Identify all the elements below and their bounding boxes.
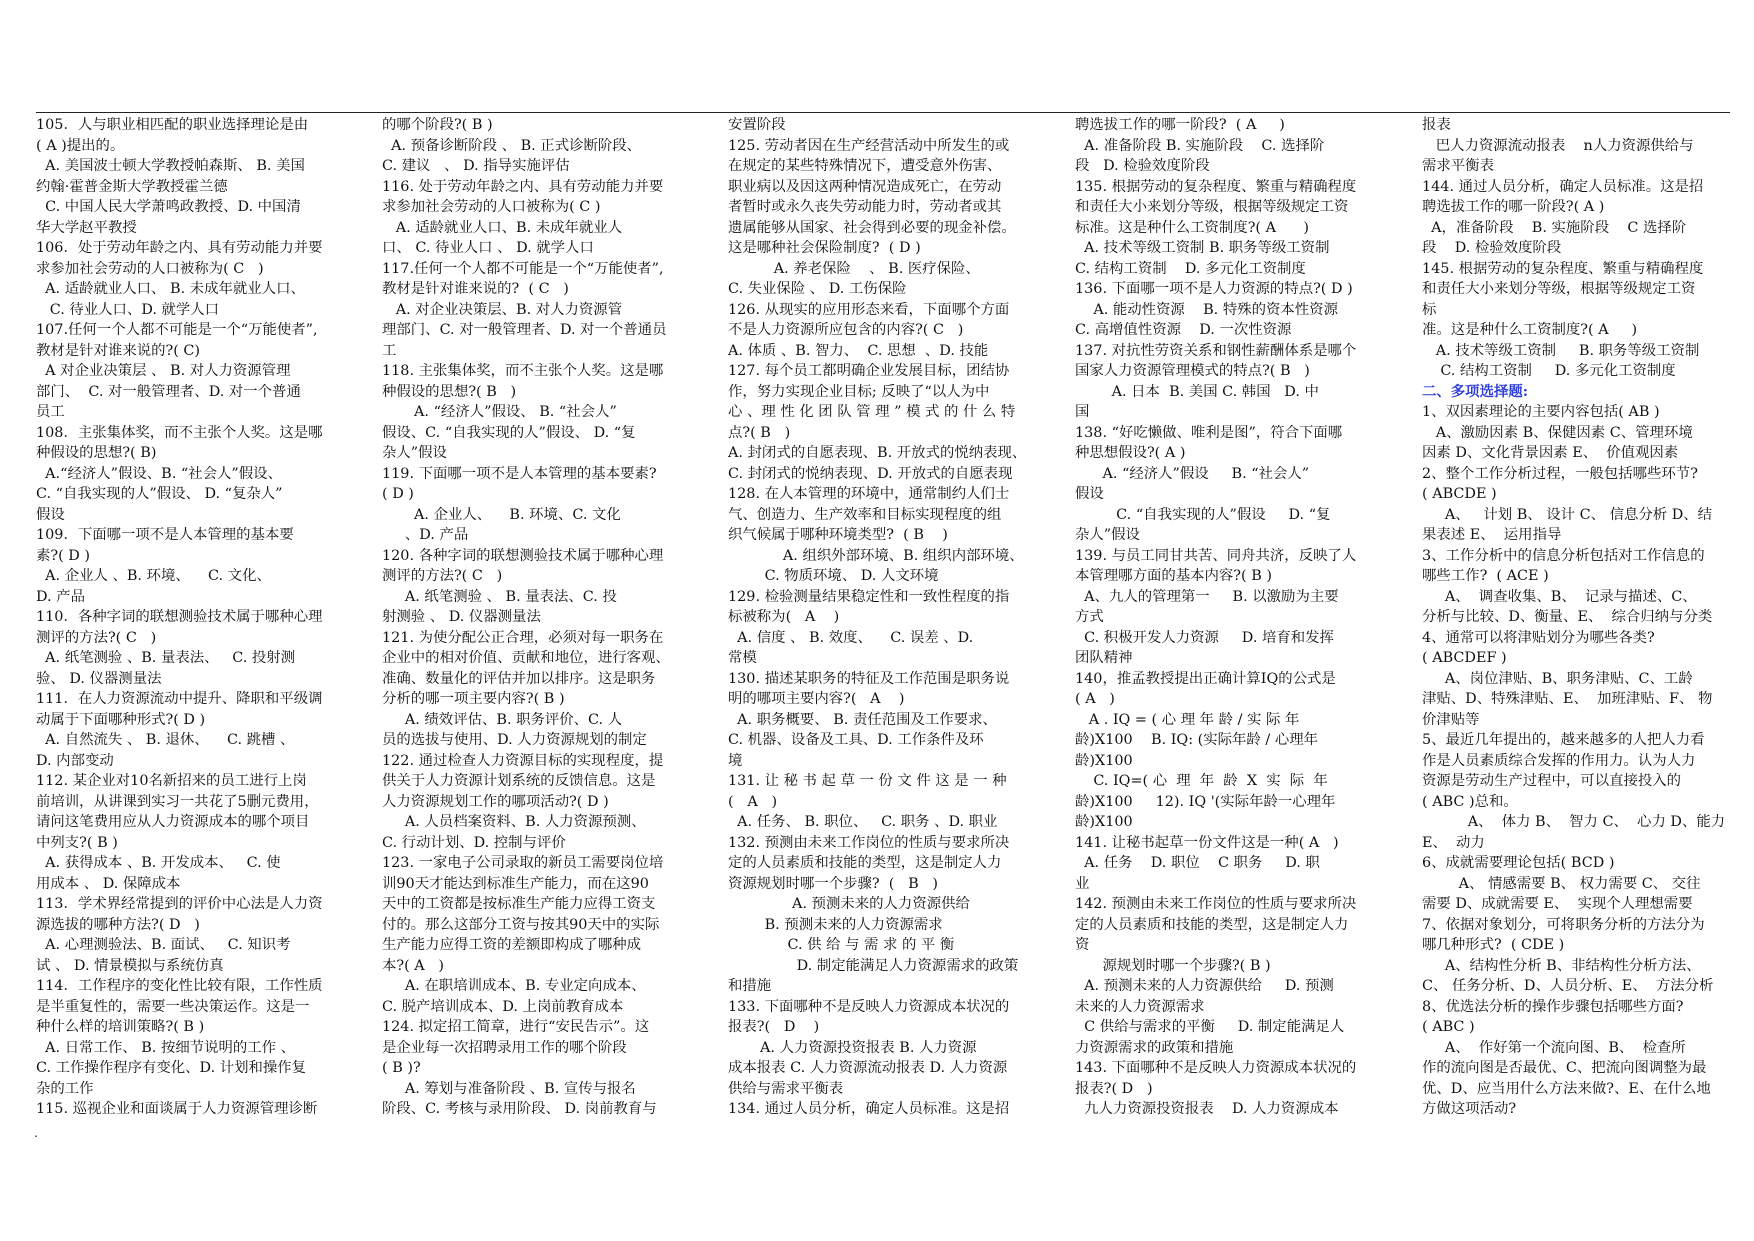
text-line: D. 产品 <box>36 588 85 605</box>
text-line: 116. 处于劳动年龄之内、具有劳动能力并要 <box>382 178 664 195</box>
text-line: 供关于人力资源计划系统的反馈信息。这是 <box>382 773 656 789</box>
text-line: 128. 在人本管理的环境中，通常制约人们士 <box>728 486 1010 502</box>
text-line: 127. 每个员工都明确企业发展目标，团结协 <box>728 363 1010 379</box>
text-line: 明的哪项主要内容?( A ) <box>728 691 905 707</box>
text-line: A、岗位津贴、B、职务津贴、C、工龄 <box>1422 670 1693 687</box>
text-line: 136. 下面哪一项不是人力资源的特点?( D ) <box>1075 281 1353 297</box>
text-line: C、 任务分析、D、人员分析、E、 方法分析 <box>1422 978 1714 994</box>
text-line: 测评的方法?( C ) <box>382 568 503 584</box>
text-line: C 供给与需求的平衡 D. 制定能满足人 <box>1075 1019 1345 1035</box>
text-line: 标被称为( A ) <box>728 609 840 625</box>
text-line: 哪些工作? ( ACE ) <box>1422 568 1549 584</box>
text-line: A. 预测未来的人力资源供给 <box>728 896 970 912</box>
text-line: A. 体质 、B. 智力、 C. 思想 、D. 技能 <box>728 342 989 359</box>
text-line: 132. 预测由未来工作岗位的性质与要求所决 <box>728 834 1010 851</box>
text-line: D. 内部变动 <box>36 752 114 769</box>
text-line: 理部门、C. 对一般管理者、D. 对一个普通员 <box>382 322 667 338</box>
text-line: A. 能动性资源 B. 特殊的资本性资源 <box>1075 301 1338 318</box>
text-line: ( ABCDE ) <box>1422 486 1497 502</box>
text-line: 133. 下面哪种不是反映人力资源成本状况的 <box>728 998 1010 1015</box>
text-line: 源规划时哪一个步骤?( B ) <box>1075 957 1271 974</box>
text-column-5 <box>1422 115 1730 1120</box>
text-column-1 <box>36 115 338 1120</box>
text-line: 华大学赵平教授 <box>36 219 137 236</box>
text-line: 九人力资源投资报表 D. 人力资源成本 <box>1075 1101 1339 1117</box>
text-line: C. IQ=( 心 理 年 龄 X 实 际 年 <box>1075 773 1328 789</box>
text-line: C. 封闭式的悦纳表现、D. 开放式的自愿表现 <box>728 465 1013 482</box>
text-line: 验、 D. 仪器测量法 <box>36 670 162 687</box>
text-line: 118. 主张集体奖，而不主张个人奖。这是哪 <box>382 363 664 379</box>
text-line: 哪几种形式? ( CDE ) <box>1422 937 1565 953</box>
text-line: 龄)X100 <box>1075 752 1133 769</box>
text-line: 在规定的某些特殊情况下，遭受意外伤害、 <box>728 158 1002 174</box>
text-line: A. 准备阶段 B. 实施阶段 C. 选择阶 <box>1075 137 1325 154</box>
text-line: 未来的人力资源需求 <box>1075 998 1205 1015</box>
text-line: 120. 各种字词的联想测验技术属于哪种心理 <box>382 547 664 564</box>
text-line: 因素 D、文化背景因素 E、 价值观因素 <box>1422 445 1679 461</box>
text-line: 方做这项活动? <box>1422 1101 1517 1117</box>
text-line: A. 适龄就业人口、 B. 未成年就业人口、 <box>36 281 305 297</box>
text-line: 140，推孟教授提出正确计算IQ的公式是 <box>1075 670 1336 687</box>
text-line: A. 任务 D. 职位 C 职务 D. 职 <box>1075 855 1320 871</box>
text-line: 3、工作分析中的信息分析包括对工作信息的 <box>1422 547 1705 564</box>
text-line: A. 人员档案资料、B. 人力资源预测、 <box>382 814 646 830</box>
text-line: 果表述 E、 运用指导 <box>1422 527 1562 543</box>
text-line: C. 结构工资制 D. 多元化工资制度 <box>1422 363 1676 379</box>
text-line: A. 技术等级工资制 B. 职务等级工资制 <box>1422 342 1700 359</box>
text-line: 是半重复性的，需要一些决策运作。这是一 <box>36 998 310 1015</box>
text-line: 138. “好吃懒做、唯利是图”，符合下面哪 <box>1075 424 1343 441</box>
text-line: 本?( A ) <box>382 957 445 974</box>
text-column-3 <box>728 115 1034 1120</box>
text-line: C. 失业保险 、 D. 工伤保险 <box>728 281 907 297</box>
text-line: 准。这是种什么工资制度?( A ) <box>1422 322 1638 338</box>
text-line: 口、 C. 待业人口 、 D. 就学人口 <box>382 240 594 256</box>
text-line: 作是人员素质综合发挥的作用力。认为人力 <box>1422 752 1696 769</box>
text-line: A. 任务、 B. 职位、 C. 职务 、D. 职业 <box>728 814 998 830</box>
text-line: 杂人”假设 <box>1075 527 1140 543</box>
text-line: 和责任大小来划分等级，根据等级规定工资 <box>1075 199 1349 215</box>
text-line: 137. 对抗性劳资关系和钢性薪酬体系是哪个 <box>1075 342 1357 359</box>
text-line: 优、D、应当用什么方法来做?、E、在什么地 <box>1422 1080 1711 1097</box>
text-line: A.“经济人”假设、B. “社会人”假设、 <box>36 465 282 482</box>
text-line: 7、依据对象划分，可将职务分析的方法分为 <box>1422 916 1705 933</box>
text-line: 职业病以及因这两种情况造成死亡，在劳动 <box>728 178 1002 195</box>
text-line: 试 、 D. 情景模拟与系统仿真 <box>36 957 224 974</box>
text-line: A. 绩效评估、B. 职务评价、C. 人 <box>382 711 623 728</box>
text-line: 119. 下面哪一项不是人本管理的基本要素? <box>382 465 657 482</box>
text-line: 6、成就需要理论包括( BCD ) <box>1422 855 1615 871</box>
text-line: 115. 巡视企业和面谈属于人力资源管理诊断 <box>36 1101 318 1117</box>
text-line: A. 技术等级工资制 B. 职务等级工资制 <box>1075 240 1330 256</box>
text-line: 供给与需求平衡表 <box>728 1080 844 1097</box>
text-line: A. 筹划与准备阶段 、B. 宣传与报名 <box>382 1080 636 1097</box>
text-line: 教材是针对谁来说的?( C) <box>36 342 201 359</box>
text-line: 付的。那么这部分工资与按其90天中的实际 <box>382 916 660 933</box>
text-line: A 对企业决策层 、 B. 对人力资源管理 <box>36 363 291 379</box>
text-line: A. 企业人、 B. 环境、C. 文化 <box>382 506 621 523</box>
text-line: 资源是劳动生产过程中，可以直接投入的 <box>1422 773 1682 789</box>
text-line: 国 <box>1075 404 1090 420</box>
text-line: 天中的工资都是按标准生产能力应得工资支 <box>382 896 656 912</box>
text-line: 成本报表 C. 人力资源流动报表 D. 人力资源 <box>728 1060 1008 1076</box>
text-line: 用成本 、 D. 保障成本 <box>36 875 181 892</box>
text-line: A、 情感需要 B、 权力需要 C、 交往 <box>1422 875 1701 892</box>
text-line: A. 预测未来的人力资源供给 D. 预测 <box>1075 978 1334 994</box>
text-line: 心 、理 性 化 团 队 管 理 ” 模 式 的 什 么 特 <box>728 404 1016 420</box>
text-line: C. 中国人民大学萧鸣政教授、D. 中国清 <box>36 199 301 215</box>
text-line: D. 制定能满足人力资源需求的政策 <box>728 957 1019 974</box>
text-line: A、激励因素 B、保健因素 C、管理环境 <box>1422 424 1693 441</box>
text-line: 安置阶段 <box>728 117 786 133</box>
text-line: A. 信度 、 B. 效度、 C. 误差 、D. <box>728 629 974 646</box>
text-line: 是企业每一次招聘录用工作的哪个阶段 <box>382 1039 627 1056</box>
text-line: 定的人员素质和技能的类型，这是制定人力 <box>1075 916 1349 933</box>
text-line: C. 结构工资制 D. 多元化工资制度 <box>1075 260 1306 277</box>
text-line: 分析与比较、D、衡量、E、 综合归纳与分类 <box>1422 609 1713 625</box>
text-line: 训90天才能达到标准生产能力，而在这90 <box>382 875 649 892</box>
text-line: 需要 D、成就需要 E、 实现个人理想需要 <box>1422 896 1693 912</box>
text-line: 生产能力应得工资的差额即构成了哪种成 <box>382 937 642 953</box>
text-line: 4、通常可以将津贴划分为哪些各类? <box>1422 629 1655 646</box>
text-line: 求参加社会劳动的人口被称为( C ) <box>382 199 601 215</box>
text-line: 津贴、D、特殊津贴、E、 加班津贴、F、 物 <box>1422 691 1713 707</box>
text-line: ( D ) <box>382 486 414 502</box>
text-line: A. 人力资源投资报表 B. 人力资源 <box>728 1039 977 1056</box>
text-line: A. 日常工作、 B. 按细节说明的工作 、 <box>36 1039 296 1056</box>
text-line: A. 职务概要、 B. 责任范围及工作要求、 <box>728 711 997 728</box>
text-line: 中列支?( B ) <box>36 834 118 851</box>
text-line: A. 心理测验法、B. 面试、 C. 知识考 <box>36 937 291 953</box>
text-line: 资 <box>1075 937 1090 953</box>
text-line: 龄)X100 12). IQ '(实际年龄一心理年 <box>1075 793 1336 810</box>
text-line: 本管理哪方面的基本内容?( B ) <box>1075 568 1272 584</box>
text-line: C. 脱产培训成本、D. 上岗前教育成本 <box>382 998 624 1015</box>
text-line: 工 <box>382 342 397 359</box>
text-line: 134. 通过人员分析，确定人员标准。这是招 <box>728 1101 1010 1117</box>
text-line: 阶段、C. 考核与录用阶段、 D. 岗前教育与 <box>382 1101 657 1117</box>
text-line: 122. 通过检查人力资源目标的实现程度，提 <box>382 752 664 769</box>
text-line: 巴人力资源流动报表 n人力资源供给与 <box>1422 137 1694 154</box>
text-line: 142. 预测由未来工作岗位的性质与要求所决 <box>1075 896 1357 912</box>
text-line: 定的人员素质和技能的类型，这是制定人力 <box>728 855 1002 871</box>
text-line: 杂的工作 <box>36 1080 94 1097</box>
text-line: A、 调查收集、B、 记录与描述、C、 <box>1422 588 1697 605</box>
text-line: 业 <box>1075 875 1090 892</box>
text-line: C. 建议 、 D. 指导实施评估 <box>382 158 570 174</box>
text-line: 106．处于劳动年龄之内、具有劳动能力并要 <box>36 240 323 256</box>
text-line: 139. 与员工同甘共苦、同舟共济，反映了人 <box>1075 547 1357 564</box>
text-line: 人力资源规划工作的哪项活动?( D ) <box>382 793 609 810</box>
text-line: C. 行动计划、D. 控制与评价 <box>382 834 566 851</box>
text-line: ( B )? <box>382 1060 421 1076</box>
text-line: 130. 描述某职务的特征及工作范围是职务说 <box>728 670 1010 687</box>
text-line: 报表?( D ) <box>728 1019 820 1035</box>
text-line: C. 工作操作程序有变化、D. 计划和操作复 <box>36 1060 307 1076</box>
text-line: 聘选拔工作的哪一阶段? ( A ) <box>1075 117 1285 133</box>
text-line: 假设 <box>36 506 65 523</box>
text-line: C. 供 给 与 需 求 的 平 衡 <box>728 937 955 953</box>
text-line: 111．在人力资源流动中提升、降职和平级调 <box>36 691 323 707</box>
text-line: 145. 根据劳动的复杂程度、繁重与精确程度 <box>1422 260 1704 277</box>
text-line: 标 <box>1422 301 1437 318</box>
text-line: A. 自然流失 、 B. 退休、 C. 跳槽 、 <box>36 732 295 748</box>
text-line: 力资源需求的政策和措施 <box>1075 1039 1234 1056</box>
text-line: 常模 <box>728 650 757 666</box>
text-line: 143. 下面哪种不是反映人力资源成本状况的 <box>1075 1060 1357 1076</box>
text-line: 5、最近几年提出的，越来越多的人把人力看 <box>1422 732 1705 748</box>
text-line: 126. 从现实的应用形态来看，下面哪个方面 <box>728 301 1010 318</box>
text-line: 假设 <box>1075 486 1104 502</box>
text-line: A，准备阶段 B. 实施阶段 C 选择阶 <box>1422 219 1687 236</box>
text-line: 117.任何一个人都不可能是一个“万能使者”, <box>382 260 664 277</box>
text-line: 不是人力资源所应包含的内容?( C ) <box>728 322 964 338</box>
text-line: 标准。这是种什么工资制度?( A ) <box>1075 219 1310 236</box>
text-line: C. “自我实现的人”假设 D. “复 <box>1075 506 1331 523</box>
text-line: 种假设的思想?( B ) <box>382 383 517 400</box>
text-line: 杂人”假设 <box>382 445 447 461</box>
text-line: ( A ) <box>728 793 778 810</box>
text-line: 107.任何一个人都不可能是一个“万能使者”, <box>36 322 318 338</box>
text-line: 前培训，从讲课到实习一共花了5删元费用， <box>36 793 319 810</box>
text-line: 141. 让秘书起草一份文件这是一种( A ) <box>1075 834 1339 851</box>
text-line: A. 预备诊断阶段 、 B. 正式诊断阶段、 <box>382 137 642 154</box>
text-line: 请问这笔费用应从人力资源成本的哪个项目 <box>36 814 310 830</box>
text-line: 价津贴等 <box>1422 711 1480 728</box>
text-line: 种什么样的培训策略?( B ) <box>36 1019 205 1035</box>
text-line: 125. 劳动者因在生产经营活动中所发生的或 <box>728 137 1010 154</box>
text-line: 资源规划时哪一个步骤? ( B ) <box>728 875 939 892</box>
text-line: A. 纸笔测验 、 B. 量表法、C. 投 <box>382 588 617 605</box>
text-line: A. 纸笔测验 、B. 量表法、 C. 投射测 <box>36 650 296 666</box>
text-line: 动属于下面哪种形式?( D ) <box>36 711 206 728</box>
text-line: 气、创造力、生产效率和目标实现程度的组 <box>728 506 1002 523</box>
text-column-4 <box>1075 115 1381 1120</box>
text-line: 8、优选法分析的操作步骤包括哪些方面? <box>1422 998 1684 1015</box>
text-line: 作的流向图是否最优、C、把流向图调整为最 <box>1422 1060 1707 1076</box>
text-line: A. 日本 B. 美国 C. 韩国 D. 中 <box>1075 383 1319 400</box>
text-line: 境 <box>728 752 743 769</box>
text-line: 种思想假设?( A ) <box>1075 445 1186 461</box>
text-line: 素?( D ) <box>36 547 91 564</box>
text-line: A、结构性分析 B、非结构性分析方法、 <box>1422 957 1701 974</box>
section-heading: 二、多项选择题: <box>1422 382 1529 400</box>
top-rule <box>36 112 1730 113</box>
text-column-2 <box>382 115 685 1120</box>
text-line: A. 在职培训成本、B. 专业定向成本、 <box>382 978 646 994</box>
text-line: C. 积极开发人力资源 D. 培育和发挥 <box>1075 629 1334 646</box>
text-line: 点?( B ) <box>728 424 791 441</box>
text-line: A. “经济人”假设 B. “社会人” <box>1075 465 1310 482</box>
text-line: 113．学术界经常提到的评价中心法是人力资 <box>36 896 323 912</box>
text-line: 121. 为使分配公正合理，必须对每一职务在 <box>382 629 664 646</box>
text-line: 、D. 产品 <box>382 527 469 543</box>
text-line: A. 美国波士顿大学教授帕森斯、 B. 美国 <box>36 158 305 174</box>
text-line: 的哪个阶段?( B ) <box>382 117 493 133</box>
text-line: 112. 某企业对10名新招来的员工进行上岗 <box>36 773 307 789</box>
text-line: 求参加社会劳动的人口被称为( C ) <box>36 260 264 277</box>
text-line: C. 机器、设备及工具、D. 工作条件及环 <box>728 732 984 748</box>
text-line: 聘选拔工作的哪一阶段?( A ) <box>1422 199 1605 215</box>
text-line: C. 高增值性资源 D. 一次性资源 <box>1075 322 1292 338</box>
text-line: ( ABC )总和。 <box>1422 793 1518 810</box>
text-line: A、 作好第一个流向图、B、 检查所 <box>1422 1039 1686 1056</box>
text-line: 131. 让 秘 书 起 草 一 份 文 件 这 是 一 种 <box>728 773 1007 789</box>
text-line: A. 企业人 、B. 环境、 C. 文化、 <box>36 568 271 584</box>
text-line: A、 计划 B、 设计 C、 信息分析 D、结 <box>1422 506 1713 523</box>
text-line: 段 D. 检验效度阶段 <box>1075 158 1210 174</box>
text-line: A. 养老保险 、 B. 医疗保险、 <box>728 260 980 277</box>
text-line: 教材是针对谁来说的? ( C ) <box>382 281 569 297</box>
text-line: 龄)X100 <box>1075 814 1133 830</box>
text-line: 114．工作程序的变化性比较有限，工作性质 <box>36 978 323 994</box>
text-line: 和措施 <box>728 978 772 994</box>
text-line: B. 预测未来的人力资源需求 <box>728 916 943 933</box>
text-line: 报表 <box>1422 117 1451 133</box>
text-line: 源选拔的哪种方法?( D ) <box>36 916 200 933</box>
text-line: 108．主张集体奖，而不主张个人奖。这是哪 <box>36 424 323 441</box>
text-line: 遗属能够从国家、社会得到必要的现金补偿。 <box>728 219 1016 236</box>
text-line: A、九人的管理第一 B. 以激励为主要 <box>1075 588 1339 605</box>
text-line: 和责任大小来划分等级，根据等级规定工资 <box>1422 281 1696 297</box>
text-line: 方式 <box>1075 609 1104 625</box>
text-line: 约翰·霍普金斯大学教授霍兰德 <box>36 178 228 195</box>
text-line: 国家人力资源管理模式的特点?( B ) <box>1075 363 1310 379</box>
text-line: 织气候属于哪种环境类型? ( B ) <box>728 527 948 543</box>
text-line: 段 D. 检验效度阶段 <box>1422 240 1562 256</box>
text-line: 123. 一家电子公司录取的新员工需要岗位培 <box>382 855 664 871</box>
text-line: 2、整个工作分析过程，一般包括哪些环节? <box>1422 465 1698 482</box>
text-line: 144. 通过人员分析，确定人员标准。这是招 <box>1422 178 1704 195</box>
text-line: 需求平衡表 <box>1422 158 1494 174</box>
text-line: A. 适龄就业人口、B. 未成年就业人 <box>382 219 623 236</box>
text-line: 团队精神 <box>1075 650 1133 666</box>
text-line: 109．下面哪一项不是人本管理的基本要 <box>36 527 294 543</box>
text-line: C. 物质环境、 D. 人文环境 <box>728 568 939 584</box>
text-line: 129. 检验测量结果稳定性和一致性程度的指 <box>728 588 1010 605</box>
text-line: ( A )提出的。 <box>36 137 125 154</box>
footer-mark: . <box>34 1126 38 1140</box>
text-line: A. 封闭式的自愿表现、B. 开放式的悦纳表现、 <box>728 445 1027 461</box>
text-line: 作，努力实现企业目标; 反映了“以人为中 <box>728 383 990 400</box>
text-line: 1、双因素理论的主要内容包括( AB ) <box>1422 404 1660 420</box>
text-line: 测评的方法?( C ) <box>36 629 157 646</box>
text-line: C. “自我实现的人”假设、 D. “复杂人” <box>36 486 283 502</box>
text-line: A、 体力 B、 智力 C、 心力 D、能力 <box>1422 814 1726 830</box>
text-line: A. 组织外部环境、B. 组织内部环境、 <box>728 547 1024 564</box>
text-line: 龄)X100 B. IQ: (实际年龄 / 心理年 <box>1075 732 1318 748</box>
text-line: 报表?( D ) <box>1075 1080 1153 1097</box>
text-line: 135. 根据劳动的复杂程度、繁重与精确程度 <box>1075 178 1357 195</box>
text-line: A . IQ = ( 心 理 年 龄 / 实 际 年 <box>1075 711 1300 728</box>
text-line: A. “经济人”假设、 B. “社会人” <box>382 404 617 420</box>
text-line: 124. 拟定招工简章，进行“安民告示”。这 <box>382 1019 650 1035</box>
text-line: 员的选拔与使用、D. 人力资源规划的制定 <box>382 732 647 748</box>
text-line: 种假设的思想?( B) <box>36 445 157 461</box>
text-line: ( ABC ) <box>1422 1019 1475 1035</box>
text-line: 员工 <box>36 404 65 420</box>
text-line: 这是哪种社会保险制度? ( D ) <box>728 240 921 256</box>
text-line: ( ABCDEF ) <box>1422 650 1507 666</box>
text-line: 准确、数量化的评估并加以排序。这是职务 <box>382 670 656 687</box>
text-line: 射测验 、 D. 仪器测量法 <box>382 609 541 625</box>
text-line: C. 待业人口、D. 就学人口 <box>36 301 220 318</box>
text-line: ( A ) <box>1075 691 1115 707</box>
text-line: E、 动力 <box>1422 834 1485 851</box>
text-line: 企业中的相对价值、贡献和地位，进行客观、 <box>382 650 670 666</box>
text-line: 分析的哪一项主要内容?( B ) <box>382 691 565 707</box>
text-line: 110．各种字词的联想测验技术属于哪种心理 <box>36 609 323 625</box>
text-line: A. 获得成本 、B. 开发成本、 C. 使 <box>36 855 281 871</box>
text-line: 假设、C. “自我实现的人”假设、 D. “复 <box>382 424 636 441</box>
text-line: 部门、 C. 对一般管理者、D. 对一个普通 <box>36 383 301 400</box>
text-line: A. 对企业决策层、B. 对人力资源管 <box>382 301 623 318</box>
text-line: 105．人与职业相匹配的职业选择理论是由 <box>36 117 309 133</box>
text-line: 者暂时或永久丧失劳动能力时，劳动者或其 <box>728 199 1002 215</box>
